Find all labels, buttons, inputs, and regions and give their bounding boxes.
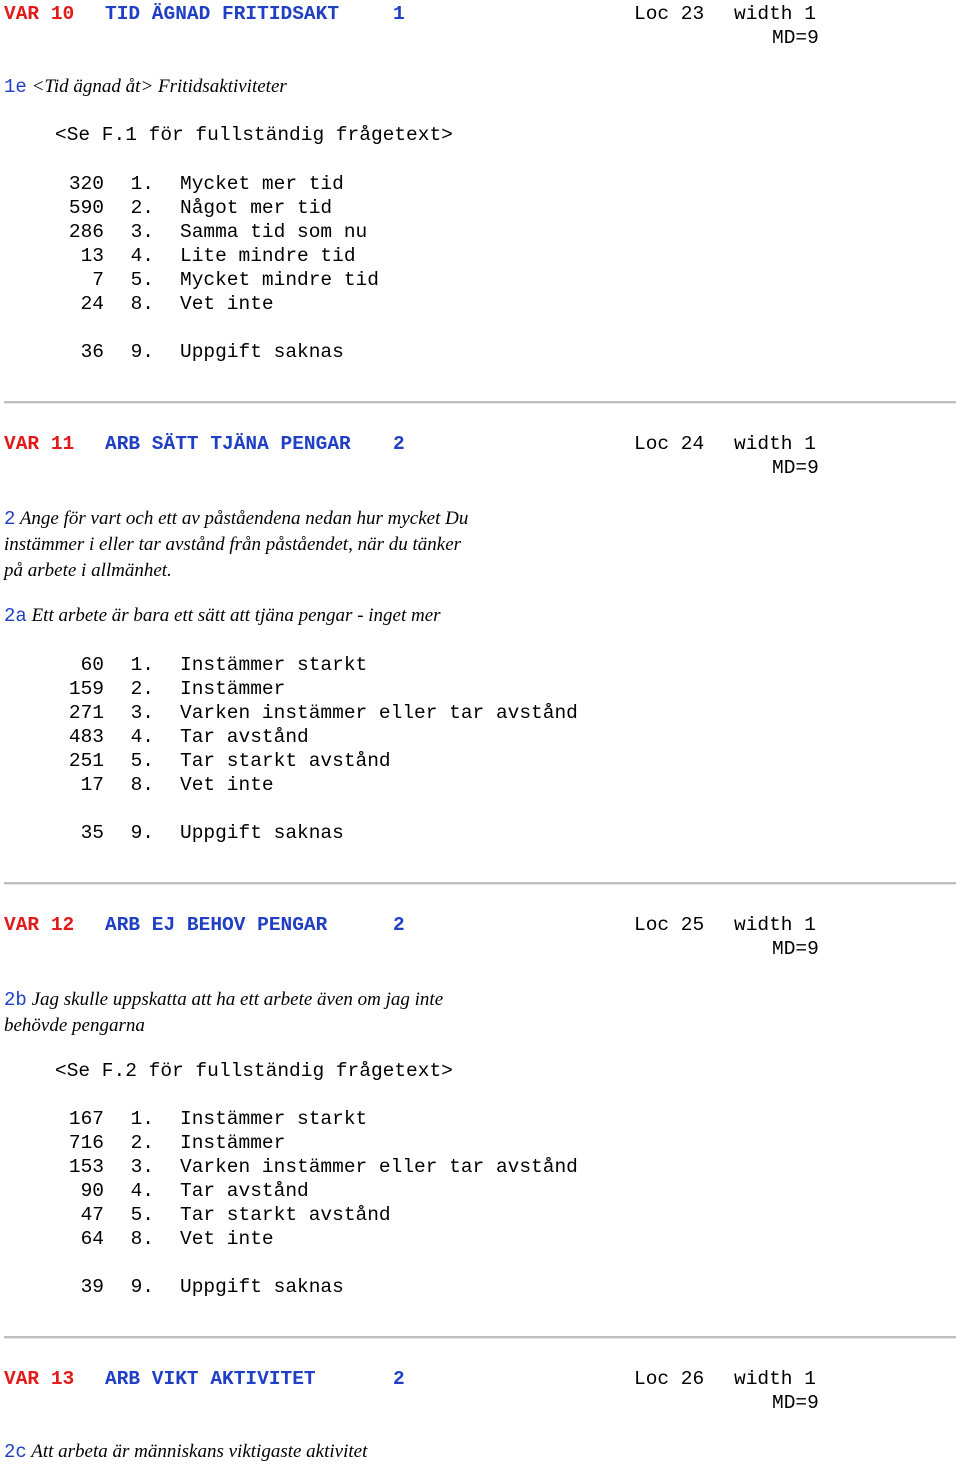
row-count: 35 [80,822,104,844]
row-label: Tar starkt avstånd [180,1204,391,1226]
table-row [0,773,274,797]
see-full-text: <Se F.1 för fullständig frågetext> [55,124,453,146]
var-label: VAR [4,433,40,455]
table-row [0,653,367,677]
var-type: 2 [393,433,405,455]
table-row [0,677,285,701]
row-count: 320 [68,173,104,195]
var-label: VAR [4,1368,40,1390]
row-code: 2. [130,1132,154,1154]
row-count: 64 [80,1228,104,1250]
table-row [0,1107,367,1131]
question [4,1441,367,1463]
question-text: Att arbeta är människans viktigaste aktivitet [31,1441,368,1462]
var-loc: Loc 25 [634,914,705,936]
question-line: behövde pengarna [4,1015,145,1036]
var-number: 11 [50,433,75,455]
row-label: Tar avstånd [180,726,309,748]
var-name: ARB EJ BEHOV PENGAR [105,914,328,936]
section-divider [4,1336,956,1339]
row-label: Vet inte [180,774,274,796]
row-label: Instämmer [180,678,286,700]
row-count: 39 [80,1276,104,1298]
table-row [0,268,379,292]
var-width: width 1 [734,914,816,936]
row-label: Lite mindre tid [180,245,356,267]
row-code: 4. [130,726,154,748]
row-label: Uppgift saknas [180,822,344,844]
var-md: MD=9 [772,938,819,960]
table-row [0,1179,309,1203]
var-name: TID ÄGNAD FRITIDSAKT [105,3,340,25]
var-header [4,1368,74,1390]
table-row [0,725,309,749]
row-code: 8. [130,774,154,796]
row-label: Uppgift saknas [180,1276,344,1298]
row-label: Mycket mindre tid [180,269,379,291]
row-count: 13 [80,245,104,267]
row-count: 271 [68,702,104,724]
intro-line: på arbete i allmänhet. [4,560,172,581]
row-count: 483 [68,726,104,748]
row-count: 60 [80,654,104,676]
row-label: Varken instämmer eller tar avstånd [180,1156,578,1178]
var-type: 2 [393,914,405,936]
row-label: Vet inte [180,1228,274,1250]
var-type: 2 [393,1368,405,1390]
row-label: Samma tid som nu [180,221,368,243]
question-number: 2b [4,989,27,1011]
row-label: Mycket mer tid [180,173,344,195]
row-code: 3. [130,702,154,724]
row-label: Instämmer [180,1132,286,1154]
row-label: Instämmer starkt [180,1108,368,1130]
row-count: 7 [92,269,104,291]
row-count: 47 [80,1204,104,1226]
row-code: 1. [130,654,154,676]
row-label: Vet inte [180,293,274,315]
row-count: 36 [80,341,104,363]
var-width: width 1 [734,1368,816,1390]
row-label: Varken instämmer eller tar avstånd [180,702,578,724]
row-label: Instämmer starkt [180,654,368,676]
question-line: Jag skulle uppskatta att ha ett arbete även om jag inte [31,989,444,1010]
var-header [4,3,74,25]
row-code: 8. [130,293,154,315]
section-divider [4,401,956,404]
var-loc: Loc 23 [634,3,705,25]
row-code: 3. [130,221,154,243]
question-number: 1e [4,76,27,98]
row-code: 9. [130,822,154,844]
row-count: 167 [68,1108,104,1130]
var-label: VAR [4,914,40,936]
row-code: 5. [130,269,154,291]
intro-line: Ange för vart och ett av påståendena nedan hur mycket Du [19,508,469,529]
var-name: ARB VIKT AKTIVITET [105,1368,316,1390]
var-md: MD=9 [772,1392,819,1414]
question-number: 2c [4,1441,27,1463]
question-text: Ett arbete är bara ett sätt att tjäna pengar - inget mer [31,605,441,626]
row-code: 3. [130,1156,154,1178]
missing-row [0,1275,344,1299]
row-code: 8. [130,1228,154,1250]
row-code: 2. [130,678,154,700]
row-count: 590 [68,197,104,219]
table-row [0,292,274,316]
table-row [0,701,578,725]
see-full-text: <Se F.2 för fullständig frågetext> [55,1060,453,1082]
row-count: 286 [68,221,104,243]
row-count: 90 [80,1180,104,1202]
var-md: MD=9 [772,457,819,479]
row-code: 4. [130,1180,154,1202]
var-type: 1 [393,3,405,25]
row-code: 2. [130,197,154,219]
row-count: 153 [68,1156,104,1178]
question-number: 2a [4,605,27,627]
table-row [0,172,344,196]
var-number: 12 [50,914,75,936]
row-code: 4. [130,245,154,267]
row-code: 1. [130,1108,154,1130]
row-code: 1. [130,173,154,195]
row-code: 9. [130,1276,154,1298]
row-label: Något mer tid [180,197,333,219]
row-count: 24 [80,293,104,315]
var-loc: Loc 24 [634,433,705,455]
row-label: Tar avstånd [180,1180,309,1202]
row-count: 251 [68,750,104,772]
table-row [0,1227,274,1251]
section-divider [4,882,956,885]
var-number: 13 [50,1368,75,1390]
table-row [0,196,332,220]
row-label: Uppgift saknas [180,341,344,363]
table-row [0,220,367,244]
row-code: 5. [130,750,154,772]
row-code: 9. [130,341,154,363]
var-loc: Loc 26 [634,1368,705,1390]
var-number: 10 [50,3,75,25]
question [4,76,287,98]
var-name: ARB SÄTT TJÄNA PENGAR [105,433,351,455]
intro-number: 2 [4,508,16,530]
question [4,987,443,1039]
row-label: Tar starkt avstånd [180,750,391,772]
table-row [0,1155,578,1179]
var-label: VAR [4,3,40,25]
var-header [4,914,74,936]
row-code: 5. [130,1204,154,1226]
table-row [0,749,391,773]
intro-text [4,506,468,584]
missing-row [0,340,344,364]
table-row [0,1203,391,1227]
intro-line: instämmer i eller tar avstånd från påståendet, när du tänker [4,534,462,555]
var-width: width 1 [734,433,816,455]
table-row [0,244,356,268]
row-count: 716 [68,1132,104,1154]
var-width: width 1 [734,3,816,25]
var-md: MD=9 [772,27,819,49]
question-text: <Tid ägnad åt> Fritidsaktiviteter [31,76,287,97]
missing-row [0,821,344,845]
question [4,605,441,627]
var-header [4,433,74,455]
table-row [0,1131,285,1155]
row-count: 159 [68,678,104,700]
row-count: 17 [80,774,104,796]
